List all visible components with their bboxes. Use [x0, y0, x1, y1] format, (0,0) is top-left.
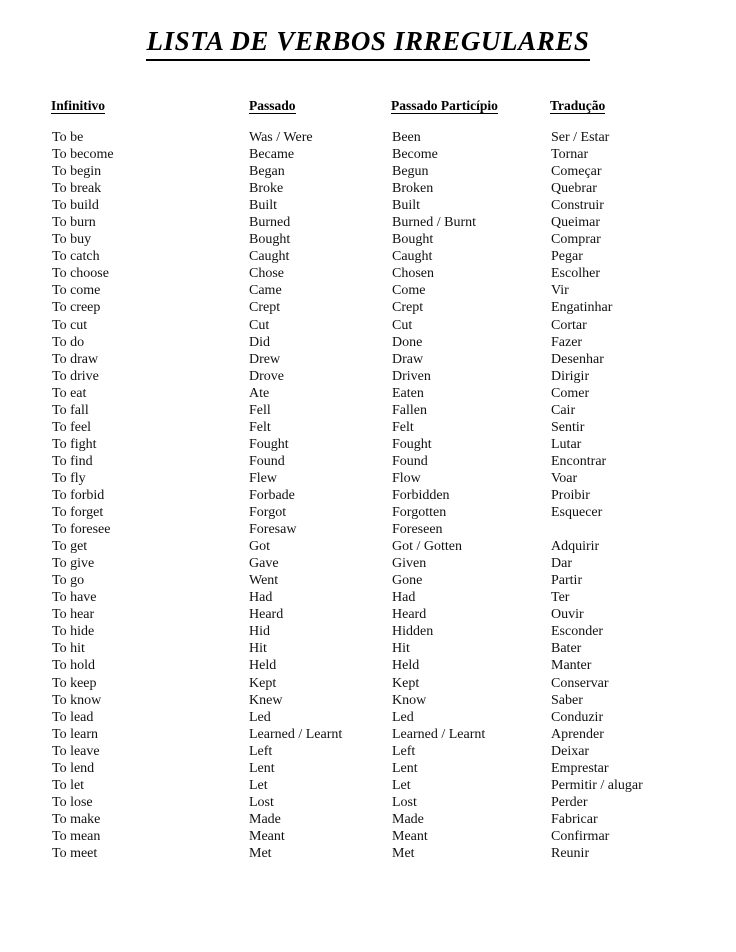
verb-translation: Aprender — [551, 726, 604, 742]
table-row — [0, 538, 736, 555]
table-row — [0, 453, 736, 470]
verb-past: Fell — [249, 402, 271, 418]
verb-infinitive: To lead — [52, 709, 94, 725]
verb-translation: Perder — [551, 794, 588, 810]
verb-translation: Construir — [551, 198, 604, 214]
verb-infinitive: To hit — [52, 641, 85, 657]
verb-past-participle: Kept — [392, 675, 420, 691]
verb-infinitive: To let — [52, 777, 85, 793]
verb-past: Held — [249, 658, 277, 674]
verb-past-participle: Eaten — [392, 385, 424, 401]
verb-past-participle: Heard — [392, 607, 427, 623]
verb-infinitive: To eat — [52, 385, 87, 401]
verb-infinitive: To draw — [52, 351, 99, 367]
verb-translation: Permitir / alugar — [551, 777, 643, 793]
verb-infinitive: To make — [52, 811, 101, 827]
verb-past: Foresaw — [249, 522, 297, 538]
verb-past-participle: Left — [392, 743, 416, 759]
verb-infinitive: To break — [52, 181, 102, 197]
table-row — [0, 402, 736, 419]
table-row — [0, 351, 736, 368]
verb-past: Gave — [249, 556, 279, 572]
verb-translation: Saber — [551, 692, 583, 708]
table-row — [0, 385, 736, 402]
verb-infinitive: To be — [52, 130, 84, 145]
verb-past-participle: Met — [392, 845, 415, 861]
column-header-passado: Passado — [249, 98, 296, 113]
verb-infinitive: To fight — [52, 436, 97, 452]
verb-past: Heard — [249, 607, 284, 623]
verb-past-participle: Felt — [392, 419, 414, 435]
verb-past-participle: Lost — [392, 794, 417, 810]
verb-translation: Ser / Estar — [551, 130, 610, 145]
title-container — [0, 26, 736, 61]
verb-translation: Voar — [551, 470, 578, 486]
verb-infinitive: To hold — [52, 658, 95, 674]
column-headers-row — [0, 98, 736, 118]
verb-past-participle: Found — [392, 453, 428, 469]
verb-past: Lost — [249, 794, 274, 810]
verb-past: Felt — [249, 419, 271, 435]
verb-translation: Engatinhar — [551, 300, 613, 316]
verb-past-participle: Held — [392, 658, 420, 674]
verb-past: Burned — [249, 215, 291, 231]
verb-past: Led — [249, 709, 271, 725]
table-row — [0, 709, 736, 726]
table-row — [0, 163, 736, 180]
verb-past-participle: Learned / Learnt — [392, 726, 486, 742]
verb-translation: Fabricar — [551, 811, 598, 827]
verb-past: Began — [249, 164, 285, 180]
table-row — [0, 623, 736, 640]
table-row — [0, 640, 736, 657]
table-row — [0, 146, 736, 163]
verb-translation: Comprar — [551, 232, 601, 248]
table-row — [0, 248, 736, 265]
verb-past-participle: Got / Gotten — [392, 539, 462, 555]
verb-past: Got — [249, 539, 270, 555]
table-row — [0, 743, 736, 760]
verb-infinitive: To keep — [52, 675, 97, 691]
verb-infinitive: To choose — [52, 266, 109, 282]
verb-translation: Proibir — [551, 487, 590, 503]
column-header-traducao: Tradução — [550, 98, 606, 113]
table-row — [0, 197, 736, 214]
verb-past: Found — [249, 453, 285, 469]
verb-past: Left — [249, 743, 273, 759]
verb-infinitive: To meet — [52, 845, 98, 861]
verb-translation: Emprestar — [551, 760, 609, 776]
verb-translation: Dar — [551, 556, 572, 572]
verb-past: Fought — [249, 436, 289, 452]
verb-past: Bought — [249, 232, 291, 248]
verb-past: Meant — [249, 828, 285, 844]
verb-past: Let — [249, 777, 268, 793]
verb-infinitive: To find — [52, 453, 93, 469]
verb-past: Cut — [249, 317, 270, 333]
verb-translation: Manter — [551, 658, 592, 674]
verb-past-participle: Been — [392, 130, 421, 145]
page-title: LISTA DE VERBOS IRREGULARES — [146, 26, 589, 61]
verb-past-participle: Led — [392, 709, 414, 725]
verb-infinitive: To become — [52, 147, 114, 163]
verb-past: Met — [249, 845, 272, 861]
verb-infinitive: To foresee — [52, 522, 111, 538]
verb-infinitive: To get — [52, 539, 88, 555]
table-row — [0, 811, 736, 828]
table-row — [0, 572, 736, 589]
verb-past-participle: Come — [392, 283, 426, 299]
verb-past-participle: Let — [392, 777, 411, 793]
table-row — [0, 845, 736, 862]
verb-past: Became — [249, 147, 295, 163]
verb-past-participle: Hidden — [392, 624, 434, 640]
verb-infinitive: To come — [52, 283, 101, 299]
table-row — [0, 777, 736, 794]
verb-past-participle: Done — [392, 334, 423, 350]
verb-infinitive: To mean — [52, 828, 101, 844]
table-row — [0, 606, 736, 623]
verb-past: Built — [249, 198, 278, 214]
verb-past-participle: Flow — [392, 470, 421, 486]
verb-translation: Vir — [551, 283, 569, 299]
verb-past: Chose — [249, 266, 284, 282]
table-row — [0, 521, 736, 538]
verb-infinitive: To build — [52, 198, 99, 214]
verb-past-participle: Forbidden — [392, 487, 450, 503]
verb-past-participle: Begun — [392, 164, 429, 180]
verb-translation: Ter — [551, 590, 570, 606]
table-row — [0, 419, 736, 436]
verb-infinitive: To fly — [52, 470, 86, 486]
verb-translation: Cortar — [551, 317, 587, 333]
verb-past: Flew — [249, 470, 277, 486]
table-row — [0, 828, 736, 845]
verb-past: Hit — [249, 641, 267, 657]
verb-past-participle: Draw — [392, 351, 424, 367]
table-row — [0, 760, 736, 777]
verb-past-participle: Know — [392, 692, 427, 708]
verb-past-participle: Crept — [392, 300, 424, 316]
verb-past-participle: Become — [392, 147, 438, 163]
verb-past-participle: Burned / Burnt — [392, 215, 476, 231]
verb-past: Came — [249, 283, 282, 299]
verb-translation: Desenhar — [551, 351, 604, 367]
column-header-infinitivo: Infinitivo — [51, 98, 106, 113]
verb-past: Was / Were — [249, 130, 313, 145]
verb-past-participle: Gone — [392, 573, 423, 589]
verb-past-participle: Foreseen — [392, 522, 443, 538]
verb-infinitive: To lose — [52, 794, 93, 810]
verb-past-participle: Broken — [392, 181, 434, 197]
verb-translation: Comer — [551, 385, 590, 401]
verb-infinitive: To forbid — [52, 487, 105, 503]
verb-translation: Cair — [551, 402, 576, 418]
verb-infinitive: To buy — [52, 232, 92, 248]
verb-infinitive: To fall — [52, 402, 89, 418]
verb-past: Had — [249, 590, 273, 606]
column-header-passado-participio: Passado Particípio — [391, 98, 498, 113]
verb-infinitive: To lend — [52, 760, 95, 776]
verb-past-participle: Fought — [392, 436, 432, 452]
table-row — [0, 692, 736, 709]
verb-infinitive: To forget — [52, 505, 104, 521]
verb-past: Hid — [249, 624, 270, 640]
verb-translation: Sentir — [551, 419, 585, 435]
table-row — [0, 129, 736, 146]
verb-infinitive: To burn — [52, 215, 96, 231]
verb-translation: Lutar — [551, 436, 582, 452]
table-row — [0, 504, 736, 521]
verb-past-participle: Cut — [392, 317, 413, 333]
verb-past-participle: Driven — [392, 368, 431, 384]
verb-past: Forgot — [249, 505, 287, 521]
verb-translation: Fazer — [551, 334, 583, 350]
verb-translation: Partir — [551, 573, 583, 589]
verb-past: Drove — [249, 368, 284, 384]
verb-infinitive: To drive — [52, 368, 99, 384]
verb-past-participle: Fallen — [392, 402, 427, 418]
verb-past: Learned / Learnt — [249, 726, 343, 742]
table-row — [0, 794, 736, 811]
verb-past-participle: Meant — [392, 828, 428, 844]
verb-table — [0, 129, 736, 862]
verb-past-participle: Built — [392, 198, 421, 214]
verb-translation: Começar — [551, 164, 602, 180]
verb-past: Drew — [249, 351, 281, 367]
table-row — [0, 589, 736, 606]
verb-translation: Deixar — [551, 743, 590, 759]
verb-infinitive: To catch — [52, 249, 100, 265]
verb-past-participle: Chosen — [392, 266, 434, 282]
table-row — [0, 657, 736, 674]
verb-past: Did — [249, 334, 270, 350]
verb-past-participle: Caught — [392, 249, 433, 265]
verb-past: Crept — [249, 300, 281, 316]
table-row — [0, 436, 736, 453]
verb-past-participle: Bought — [392, 232, 434, 248]
verb-infinitive: To begin — [52, 164, 102, 180]
verb-translation: Escolher — [551, 266, 600, 282]
verb-past: Forbade — [249, 487, 295, 503]
table-row — [0, 487, 736, 504]
table-row — [0, 368, 736, 385]
verb-translation: Quebrar — [551, 181, 597, 197]
table-row — [0, 675, 736, 692]
verb-infinitive: To creep — [52, 300, 101, 316]
table-row — [0, 214, 736, 231]
verb-infinitive: To do — [52, 334, 85, 350]
table-row — [0, 726, 736, 743]
verb-past-participle: Hit — [392, 641, 410, 657]
verb-past: Lent — [249, 760, 275, 776]
table-row — [0, 470, 736, 487]
verb-translation: Adquirir — [551, 539, 600, 555]
verb-translation: Bater — [551, 641, 582, 657]
verb-infinitive: To know — [52, 692, 102, 708]
verb-infinitive: To leave — [52, 743, 100, 759]
verb-infinitive: To hide — [52, 624, 95, 640]
table-row — [0, 299, 736, 316]
table-row — [0, 555, 736, 572]
table-row — [0, 180, 736, 197]
verb-translation: Tornar — [551, 147, 589, 163]
verb-past-participle: Lent — [392, 760, 418, 776]
verb-infinitive: To have — [52, 590, 97, 606]
verb-past-participle: Given — [392, 556, 427, 572]
verb-translation: Ouvir — [551, 607, 584, 623]
verb-translation: Pegar — [551, 249, 583, 265]
verb-translation: Queimar — [551, 215, 600, 231]
table-row — [0, 334, 736, 351]
verb-past-participle: Made — [392, 811, 424, 827]
verb-infinitive: To learn — [52, 726, 99, 742]
verb-past: Broke — [249, 181, 284, 197]
verb-infinitive: To cut — [52, 317, 88, 333]
verb-translation: Confirmar — [551, 828, 610, 844]
verb-past: Caught — [249, 249, 290, 265]
verb-translation: Conservar — [551, 675, 609, 691]
verb-past: Ate — [249, 385, 270, 401]
verb-infinitive: To feel — [52, 419, 92, 435]
table-row — [0, 282, 736, 299]
verb-translation: Esquecer — [551, 505, 603, 521]
verb-translation: Dirigir — [551, 368, 590, 384]
verb-translation: Reunir — [551, 845, 590, 861]
table-row — [0, 231, 736, 248]
verb-translation: Conduzir — [551, 709, 604, 725]
verb-past: Kept — [249, 675, 277, 691]
verb-past: Made — [249, 811, 281, 827]
verb-past-participle: Forgotten — [392, 505, 447, 521]
verb-infinitive: To go — [52, 573, 85, 589]
verb-past: Knew — [249, 692, 283, 708]
table-row — [0, 265, 736, 282]
verb-infinitive: To hear — [52, 607, 95, 623]
verb-translation: Esconder — [551, 624, 604, 640]
verb-past: Went — [249, 573, 279, 589]
verb-infinitive: To give — [52, 556, 95, 572]
verb-past-participle: Had — [392, 590, 416, 606]
verb-translation: Encontrar — [551, 453, 607, 469]
table-row — [0, 317, 736, 334]
